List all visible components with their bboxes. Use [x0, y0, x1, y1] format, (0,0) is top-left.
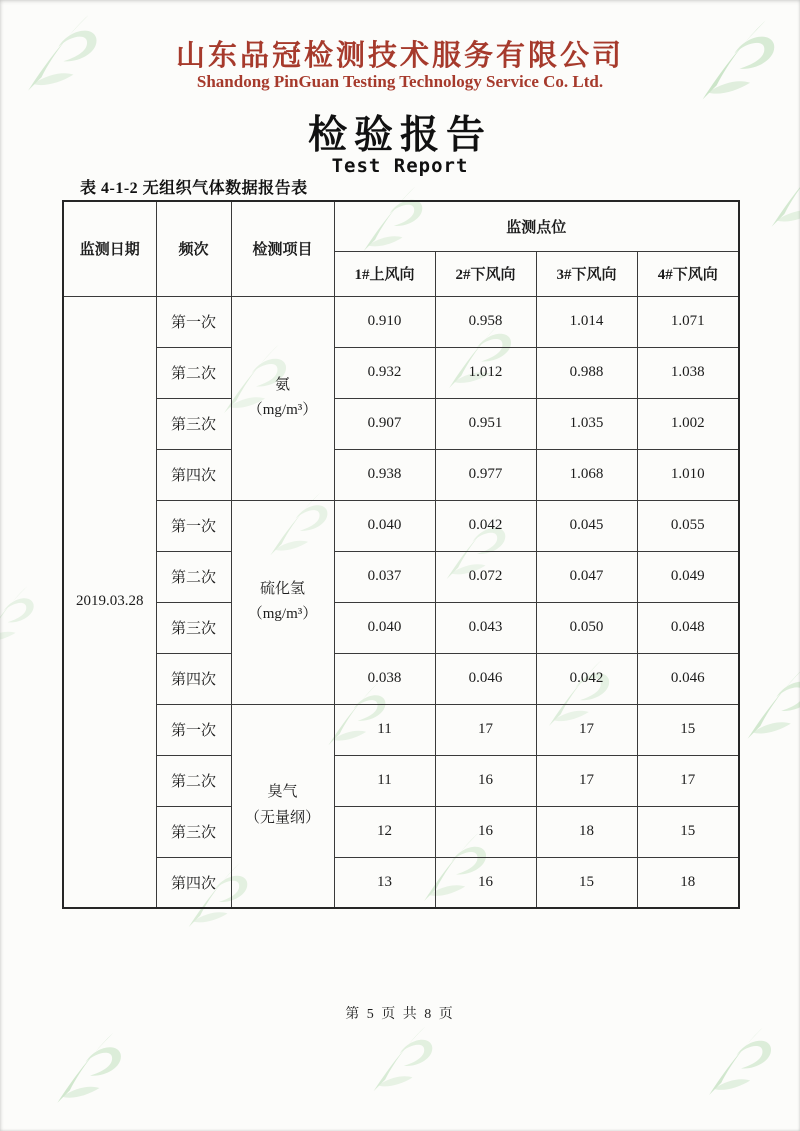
table-row	[63, 653, 739, 704]
table-row	[63, 857, 739, 908]
freq-cell: 第一次	[156, 296, 231, 347]
watermark-logo	[365, 1022, 437, 1094]
value-cell: 16	[435, 857, 536, 908]
freq-cell: 第一次	[156, 500, 231, 551]
value-cell: 17	[435, 704, 536, 755]
freq-cell: 第一次	[156, 704, 231, 755]
date-cell: 2019.03.28	[63, 296, 156, 908]
header-cell-frequency: 频次	[156, 201, 231, 296]
value-cell: 0.050	[536, 602, 637, 653]
value-cell: 18	[536, 806, 637, 857]
header-cell-point-3: 3#下风向	[536, 251, 637, 296]
value-cell: 0.042	[435, 500, 536, 551]
freq-cell: 第二次	[156, 347, 231, 398]
freq-cell: 第四次	[156, 857, 231, 908]
item-cell-odor	[231, 704, 334, 908]
value-cell: 1.038	[637, 347, 739, 398]
item-unit: （mg/m³）	[247, 402, 318, 418]
freq-cell: 第三次	[156, 602, 231, 653]
company-name-en: Shandong PinGuan Testing Technology Service Co. Ltd.	[196, 72, 604, 91]
value-cell: 0.951	[435, 398, 536, 449]
value-cell: 15	[637, 704, 739, 755]
watermark-logo	[0, 582, 38, 648]
table-row	[63, 296, 739, 347]
item-name: 硫化氢	[259, 580, 305, 597]
monitoring-data-table	[62, 200, 740, 909]
value-cell: 17	[637, 755, 739, 806]
value-cell: 0.938	[334, 449, 435, 500]
value-cell: 0.049	[637, 551, 739, 602]
value-cell: 18	[637, 857, 739, 908]
item-name: 臭气	[267, 784, 298, 801]
value-cell: 0.040	[334, 500, 435, 551]
value-cell: 1.071	[637, 296, 739, 347]
value-cell: 0.958	[435, 296, 536, 347]
header-cell-date: 监测日期	[63, 201, 156, 296]
item-unit: （mg/m³）	[247, 606, 318, 622]
header-cell-item: 检测项目	[231, 201, 334, 296]
value-cell: 0.932	[334, 347, 435, 398]
value-cell: 11	[334, 704, 435, 755]
value-cell: 0.907	[334, 398, 435, 449]
item-cell-h2s	[231, 500, 334, 704]
table-row	[63, 704, 739, 755]
watermark-logo	[700, 1022, 776, 1098]
item-name: 氨	[274, 376, 290, 393]
value-cell: 0.046	[637, 653, 739, 704]
freq-cell: 第二次	[156, 551, 231, 602]
value-cell: 13	[334, 857, 435, 908]
freq-cell: 第三次	[156, 398, 231, 449]
value-cell: 0.042	[536, 653, 637, 704]
value-cell: 0.988	[536, 347, 637, 398]
value-cell: 0.043	[435, 602, 536, 653]
table-caption: 表 4-1-2 无组织气体数据报告表	[80, 180, 308, 197]
table-row	[63, 602, 739, 653]
freq-cell: 第二次	[156, 755, 231, 806]
value-cell: 0.910	[334, 296, 435, 347]
value-cell: 0.045	[536, 500, 637, 551]
header-cell-points-group: 监测点位	[334, 201, 739, 251]
value-cell: 0.038	[334, 653, 435, 704]
value-cell: 1.014	[536, 296, 637, 347]
value-cell: 0.048	[637, 602, 739, 653]
item-cell-ammonia	[231, 296, 334, 500]
value-cell: 1.035	[536, 398, 637, 449]
value-cell: 1.010	[637, 449, 739, 500]
watermark-logo	[48, 1028, 126, 1106]
report-title-en: Test Report	[331, 155, 469, 177]
value-cell: 15	[637, 806, 739, 857]
value-cell: 0.046	[435, 653, 536, 704]
header-cell-point-2: 2#下风向	[435, 251, 536, 296]
table-row	[63, 551, 739, 602]
table-row	[63, 398, 739, 449]
freq-cell: 第三次	[156, 806, 231, 857]
value-cell: 12	[334, 806, 435, 857]
value-cell: 1.012	[435, 347, 536, 398]
watermark-logo	[738, 662, 800, 742]
value-cell: 0.047	[536, 551, 637, 602]
value-cell: 0.037	[334, 551, 435, 602]
value-cell: 0.977	[435, 449, 536, 500]
value-cell: 17	[536, 755, 637, 806]
report-title: 检验报告	[307, 114, 492, 157]
freq-cell: 第四次	[156, 653, 231, 704]
page-footer: 第 5 页 共 8 页	[345, 1007, 455, 1022]
value-cell: 16	[435, 806, 536, 857]
table-row	[63, 755, 739, 806]
value-cell: 1.002	[637, 398, 739, 449]
value-cell: 0.055	[637, 500, 739, 551]
header-cell-point-1: 1#上风向	[334, 251, 435, 296]
item-unit: （无量纲）	[244, 809, 320, 826]
company-name: 山东品冠检测技术服务有限公司	[175, 40, 624, 72]
table-row	[63, 500, 739, 551]
table-row	[63, 806, 739, 857]
value-cell: 15	[536, 857, 637, 908]
freq-cell: 第四次	[156, 449, 231, 500]
header-cell-point-4: 4#下风向	[637, 251, 739, 296]
value-cell: 0.072	[435, 551, 536, 602]
table-row	[63, 347, 739, 398]
value-cell: 1.068	[536, 449, 637, 500]
value-cell: 16	[435, 755, 536, 806]
value-cell: 11	[334, 755, 435, 806]
table-row	[63, 449, 739, 500]
value-cell: 0.040	[334, 602, 435, 653]
value-cell: 17	[536, 704, 637, 755]
